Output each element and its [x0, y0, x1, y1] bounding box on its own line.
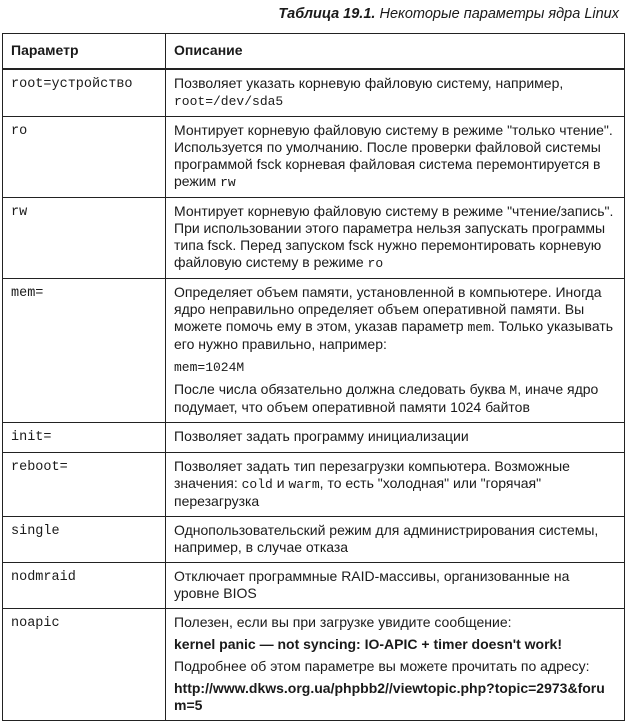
- code-value: mem: [467, 320, 491, 335]
- desc-text: Позволяет задать программу инициализации: [174, 428, 469, 444]
- table-row: [3, 198, 625, 279]
- param-cell: init=: [3, 423, 166, 453]
- desc-cell: [166, 69, 625, 117]
- desc-cell: [166, 609, 625, 721]
- table-caption: [278, 6, 619, 22]
- desc-text: . Только указывать его нужно правильно, например:: [174, 318, 614, 352]
- table-row: [3, 117, 625, 198]
- desc-paragraph: [174, 658, 616, 675]
- param-cell: root=устройство: [3, 69, 166, 117]
- kernel-message: [174, 636, 616, 653]
- desc-text: kernel panic — not syncing: IO-APIC + timer doesn't work!: [174, 636, 563, 652]
- desc-paragraph: [174, 614, 616, 631]
- table-row: [3, 563, 625, 609]
- param-cell: ro: [3, 117, 166, 198]
- code-value: root=/dev/sda5: [174, 94, 284, 109]
- param-cell: noapic: [3, 609, 166, 721]
- code-value: M: [509, 383, 518, 398]
- desc-text: Полезен, если вы при загрузке увидите сообщение:: [174, 614, 512, 630]
- desc-text: После числа обязательно должна следовать буква: [174, 381, 506, 397]
- desc-text: Позволяет задать тип перезагрузки компьютера. Возможные значения:: [174, 458, 570, 491]
- code-value: ro: [367, 256, 384, 271]
- code-value: mem=1024M: [174, 360, 245, 375]
- desc-cell: [166, 423, 625, 453]
- code-value: cold: [241, 477, 273, 492]
- desc-cell: [166, 198, 625, 279]
- param-cell: reboot=: [3, 453, 166, 517]
- code-value: warm: [288, 477, 320, 492]
- desc-cell: [166, 563, 625, 609]
- desc-text: Монтирует корневую файловую систему в режиме "чтение/запись". При использовании этого параметра нельзя запускать программы типа fsck. Перед запуском fsck нужно перемонтировать корневую файловую систему в режиме: [174, 203, 614, 270]
- table-header-row: [3, 34, 625, 70]
- desc-text: Определяет объем памяти, установленной в компьютере. Иногда ядро неправильно определяет объем оперативной памяти. Вы можете помочь ему в этом, указав параметр: [174, 284, 602, 334]
- table-row: [3, 517, 625, 563]
- desc-paragraph: [174, 284, 616, 353]
- desc-cell: [166, 279, 625, 423]
- param-cell: nodmraid: [3, 563, 166, 609]
- desc-cell: [166, 117, 625, 198]
- table-row: [3, 423, 625, 453]
- desc-paragraph: [174, 381, 616, 416]
- param-cell: rw: [3, 198, 166, 279]
- table-row: [3, 453, 625, 517]
- desc-text: Подробнее об этом параметре вы можете прочитать по адресу:: [174, 658, 590, 674]
- table-row: [3, 279, 625, 423]
- desc-text: Отключает программные RAID-массивы, организованные на уровне BIOS: [174, 568, 570, 601]
- header-param: Параметр: [3, 34, 166, 70]
- param-cell: mem=: [3, 279, 166, 423]
- code-value: rw: [220, 175, 236, 190]
- desc-text: , иначе ядро подумает, что объем оперативной памяти 1024 байтов: [174, 381, 599, 415]
- code-example: [174, 358, 616, 376]
- table-number: Таблица 19.1.: [278, 6, 376, 22]
- table-row: [3, 609, 625, 721]
- reference-url: [174, 680, 616, 714]
- desc-cell: [166, 517, 625, 563]
- desc-text: Однопользовательский режим для администрирования системы, например, в случае отказа: [174, 522, 599, 555]
- param-cell: single: [3, 517, 166, 563]
- desc-text: , то есть "холодная" или "горячая" перезагрузка: [174, 475, 542, 509]
- desc-text: Монтирует корневую файловую систему в режиме "только чтение". Используется по умолчанию. После проверки файловой системы программой fsck корневая файловая система перемонтируется в режим: [174, 122, 613, 189]
- desc-text: и: [276, 475, 285, 491]
- table-title: Некоторые параметры ядра Linux: [379, 6, 619, 22]
- desc-cell: [166, 453, 625, 517]
- kernel-params-table: [2, 33, 625, 721]
- header-desc: Описание: [166, 34, 625, 70]
- table-row: [3, 69, 625, 117]
- desc-text: Позволяет указать корневую файловую систему, например,: [174, 75, 564, 91]
- desc-text: http://www.dkws.org.ua/phpbb2//viewtopic.php?topic=2973&forum=5: [174, 680, 605, 713]
